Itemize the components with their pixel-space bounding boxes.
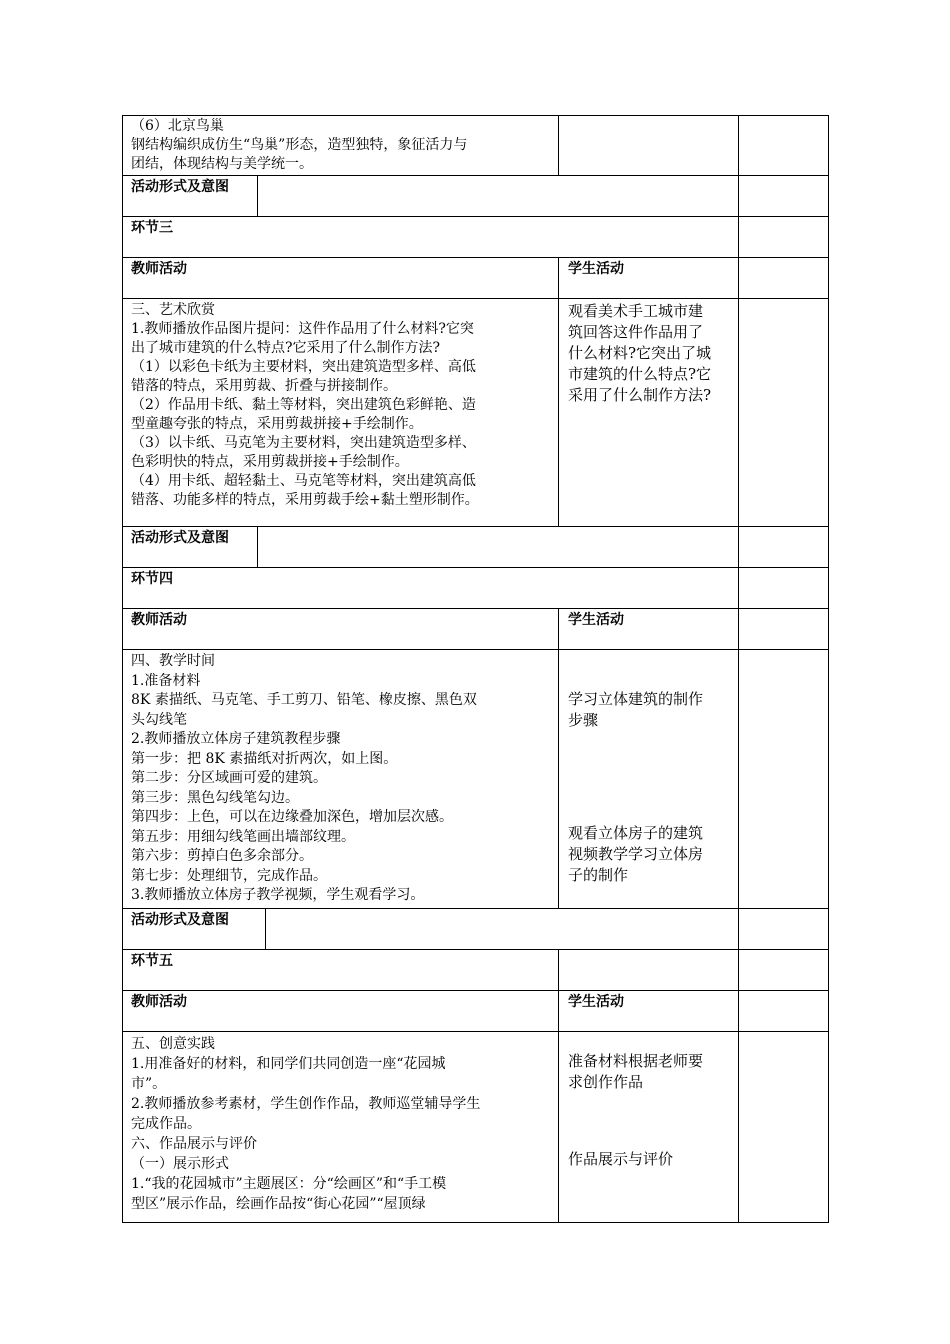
activity-form-label: 活动形式及意图 — [131, 530, 229, 546]
text-line: （一）展示形式 — [131, 1156, 229, 1172]
text-line: 学习立体建筑的制作 — [568, 690, 704, 708]
text-line: 型童趣夸张的特点，采用剪裁拼接+手绘制作。 — [131, 416, 423, 432]
text-line: 步骤 — [568, 711, 599, 729]
text-line: 市”。 — [131, 1076, 167, 1092]
text-line: 完成作品。 — [131, 1116, 201, 1132]
text-line: 1.准备材料 — [131, 672, 201, 689]
text-line: 第七步：处理细节，完成作品。 — [131, 867, 327, 884]
section5-student-content-a — [568, 1051, 736, 1093]
text-line: 错落、功能多样的特点，采用剪裁手绘+黏土塑形制作。 — [131, 492, 479, 508]
student-activity-header: 学生活动 — [568, 261, 624, 277]
lesson-plan-table — [122, 115, 829, 1223]
teacher-activity-header: 教师活动 — [131, 261, 187, 277]
text-line: 错落的特点，采用剪裁、折叠与拼接制作。 — [131, 378, 397, 394]
teacher-activity-header: 教师活动 — [131, 994, 187, 1010]
section4-student-content-b — [568, 823, 736, 886]
text-line: 团结，体现结构与美学统一。 — [131, 156, 313, 172]
section3-teacher-content — [131, 301, 556, 510]
section5-title: 环节五 — [131, 953, 173, 969]
text-line: 1.教师播放作品图片提问：这件作品用了什么材料?它突 — [131, 321, 474, 337]
text-line: 1.“我的花园城市”主题展区：分“绘画区”和“手工模 — [131, 1176, 447, 1192]
text-line: 头勾线笔 — [131, 711, 187, 728]
section3-student-content — [568, 301, 736, 406]
text-line: 钢结构编织成仿生“鸟巢”形态，造型独特，象征活力与 — [131, 137, 468, 153]
text-line: 出了城市建筑的什么特点?它采用了什么制作方法? — [131, 340, 441, 356]
section5-student-content-b — [568, 1149, 736, 1170]
text-line: 视频教学学习立体房 — [568, 845, 704, 863]
text-line: 筑回答这件作品用了 — [568, 323, 704, 341]
text-line: 色彩明快的特点，采用剪裁拼接+手绘制作。 — [131, 454, 409, 470]
text-line: 2.教师播放立体房子建筑教程步骤 — [131, 731, 341, 747]
text-line: 第一步：把 8K 素描纸对折两次，如上图。 — [131, 750, 398, 767]
text-line: 观看美术手工城市建 — [568, 302, 704, 320]
text-line: （2）作品用卡纸、黏土等材料，突出建筑色彩鲜艳、造 — [131, 397, 476, 413]
text-line: 求创作作品 — [568, 1073, 644, 1091]
activity-form-label: 活动形式及意图 — [131, 179, 229, 195]
text-line: 第二步：分区域画可爱的建筑。 — [131, 770, 327, 786]
text-line: 准备材料根据老师要 — [568, 1052, 704, 1070]
text-line: 六、作品展示与评价 — [131, 1136, 257, 1152]
text-line: 三、艺术欣赏 — [131, 302, 215, 318]
student-activity-header: 学生活动 — [568, 994, 624, 1010]
text-line: 第四步：上色，可以在边缘叠加深色，增加层次感。 — [131, 809, 453, 825]
text-line: 子的制作 — [568, 866, 629, 884]
text-line: （3）以卡纸、马克笔为主要材料，突出建筑造型多样、 — [131, 435, 476, 451]
text-line: 什么材料?它突出了城 — [568, 344, 712, 362]
text-line: 第五步：用细勾线笔画出墙部纹理。 — [131, 828, 355, 845]
section5-teacher-content — [131, 1034, 556, 1214]
text-line: 市建筑的什么特点?它 — [568, 365, 712, 383]
text-line: 观看立体房子的建筑 — [568, 824, 704, 842]
teacher-activity-header: 教师活动 — [131, 612, 187, 628]
text-line: （6）北京鸟巢 — [131, 118, 224, 134]
text-line: （1）以彩色卡纸为主要材料，突出建筑造型多样、高低 — [131, 359, 476, 375]
text-line: 1.用准备好的材料，和同学们共同创造一座“花园城 — [131, 1056, 446, 1072]
text-line: 3.教师播放立体房子教学视频，学生观看学习。 — [131, 887, 425, 903]
activity-form-label: 活动形式及意图 — [131, 912, 229, 928]
text-line: 五、创意实践 — [131, 1036, 215, 1052]
text-line: 2.教师播放参考素材，学生创作作品，教师巡堂辅导学生 — [131, 1096, 481, 1112]
student-activity-header: 学生活动 — [568, 612, 624, 628]
section4-student-content-a — [568, 689, 736, 731]
text-line: 作品展示与评价 — [568, 1150, 674, 1168]
text-line: 第三步：黑色勾线笔勾边。 — [131, 789, 299, 806]
text-line: 采用了什么制作方法? — [568, 386, 712, 404]
text-line: 第六步：剪掉白色多余部分。 — [131, 848, 313, 864]
text-line: 四、教学时间 — [131, 653, 215, 669]
text-line: （4）用卡纸、超轻黏土、马克笔等材料，突出建筑高低 — [131, 473, 476, 489]
section4-title: 环节四 — [131, 571, 173, 587]
section3-title: 环节三 — [131, 220, 173, 236]
section4-teacher-content — [131, 652, 556, 906]
text-line: 8K 素描纸、马克笔、手工剪刀、铅笔、橡皮擦、黑色双 — [131, 692, 477, 708]
text-line: 型区”展示作品，绘画作品按“街心花园”“屋顶绿 — [131, 1196, 426, 1212]
section2-teacher-content — [131, 117, 556, 174]
